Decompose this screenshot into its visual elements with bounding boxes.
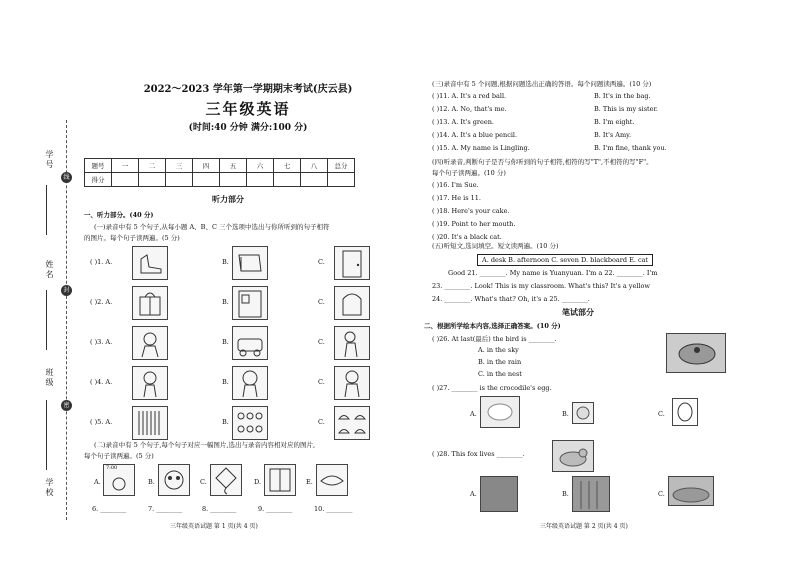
name-blank[interactable] xyxy=(46,290,47,350)
q3-option-c-image xyxy=(334,326,370,360)
score-cell[interactable] xyxy=(301,173,328,187)
q4-option-c-image xyxy=(334,366,370,400)
binding-margin xyxy=(0,0,80,561)
q1-option-b-image xyxy=(232,246,268,280)
exam-subject: 三年级英语 xyxy=(205,100,291,118)
score-header-cell: 八 xyxy=(301,159,328,173)
q27-option-c-label: C. xyxy=(658,410,665,418)
sub2-d-image xyxy=(264,464,296,496)
q4-option-b-image xyxy=(232,366,268,400)
sub-1-instruction: (一)录音中有 5 个句子,从每小题 A、B、C 三个选项中选出与你所听到的句子相符 xyxy=(94,223,330,231)
score-header-cell: 四 xyxy=(193,159,220,173)
exam-time: (时间:40 分钟 满分:100 分) xyxy=(188,123,308,133)
sub-1-instruction-2: 的图片。每个句子读两遍。(5 分) xyxy=(84,234,180,242)
binding-mark-secret: 密 xyxy=(61,400,72,411)
q2-option-b-label: B. xyxy=(222,298,229,306)
q26-option-b: B. in the rain xyxy=(478,358,522,366)
binding-mark-seal: 封 xyxy=(61,285,72,296)
q27-question: ( )27. ________ is the crocodile's egg. xyxy=(432,384,552,392)
sub-2-instruction-2: 每个句子读两遍。(5 分) xyxy=(84,452,154,460)
q3-option-c-label: C. xyxy=(318,338,325,346)
q3-label: ( )3. A. xyxy=(90,338,113,346)
score-cell[interactable] xyxy=(274,173,301,187)
q2-option-a-image xyxy=(132,286,168,320)
page-1-footer: 三年级英语试题 第 1 页(共 4 页) xyxy=(170,523,258,530)
q1-option-c-label: C. xyxy=(318,258,325,266)
q15-option-a: ( )15. A. My name is Lingling. xyxy=(432,144,530,152)
score-cell[interactable] xyxy=(220,173,247,187)
writing-part-heading: 笔试部分 xyxy=(562,307,594,317)
q28-option-b-label: B. xyxy=(562,490,569,498)
q27-egg-c-image xyxy=(672,398,698,426)
answer-blank-8[interactable]: 8. ________ xyxy=(202,505,237,513)
score-header-cell: 总分 xyxy=(328,159,355,173)
score-header-cell: 题号 xyxy=(85,159,112,173)
q18-statement: ( )18. Here's your cake. xyxy=(432,207,510,215)
sub2-e-label: E. xyxy=(306,478,313,486)
school-blank[interactable] xyxy=(46,460,47,470)
sub-5-instruction: (五)听短文,选词填空。短文读两遍。(10 分) xyxy=(432,242,559,250)
q17-statement: ( )17. He is 11. xyxy=(432,194,481,202)
passage-line-2: 23. ________. Look! This is my classroom. What's this? It's a yellow xyxy=(432,282,650,290)
page-2-footer: 三年级英语试题 第 2 页(共 4 页) xyxy=(540,523,628,530)
q11-option-a: ( )11. A. It's a red ball. xyxy=(432,92,507,100)
sub-4-instruction-2: 每个句子读两遍。(10 分) xyxy=(432,169,506,177)
q5-option-c-label: C. xyxy=(318,418,325,426)
q26-option-c: C. in the nest xyxy=(478,370,522,378)
q4-option-b-label: B. xyxy=(222,378,229,386)
q5-option-a-image xyxy=(132,406,168,440)
sub-3-instruction: (三)录音中有 5 个问题,根据问题选出正确的答语。每个问题读两遍。(10 分) xyxy=(432,80,652,88)
score-header-cell: 六 xyxy=(247,159,274,173)
sub-2-instruction: (二)录音中有 5 个句子,每个句子对应一幅图片,选出与录音内容相对应的图片, xyxy=(94,441,316,449)
q4-option-a-image xyxy=(132,366,168,400)
q13-option-b: B. I'm eight. xyxy=(594,118,635,126)
field-school-label: 学校 xyxy=(45,478,54,498)
q28-habitat-b-image xyxy=(572,476,610,512)
q3-option-b-image xyxy=(232,326,268,360)
score-cell[interactable] xyxy=(193,173,220,187)
q5-label: ( )5. A. xyxy=(90,418,113,426)
passage-line-3: 24. ________. What's that? Oh, it's a 25. ________. xyxy=(432,295,590,303)
score-cell[interactable] xyxy=(112,173,139,187)
score-header-cell: 一 xyxy=(112,159,139,173)
q1-option-a-image xyxy=(132,246,168,280)
fox-image xyxy=(552,440,594,472)
score-cell[interactable] xyxy=(328,173,355,187)
q27-egg-a-image xyxy=(480,396,520,428)
q2-option-c-label: C. xyxy=(318,298,325,306)
q5-option-c-image xyxy=(334,406,370,440)
section-1-heading: 一、听力部分。(40 分) xyxy=(84,211,154,219)
answer-blank-10[interactable]: 10. ________ xyxy=(314,505,353,513)
q12-option-a: ( )12. A. No, that's me. xyxy=(432,105,507,113)
q28-option-c-label: C. xyxy=(658,490,665,498)
q27-option-a-label: A. xyxy=(470,410,477,418)
word-bank: A. desk B. afternoon C. seven D. blackboard E. cat xyxy=(477,254,653,266)
section-2-heading: 二、根据所学绘本内容,选择正确答案。(10 分) xyxy=(424,322,561,330)
q15-option-b: B. I'm fine, thank you. xyxy=(594,144,667,152)
score-cell[interactable] xyxy=(247,173,274,187)
q1-option-b-label: B. xyxy=(222,258,229,266)
listening-part-heading: 听力部分 xyxy=(212,194,244,204)
q27-option-b-label: B. xyxy=(562,410,569,418)
score-header-cell: 二 xyxy=(139,159,166,173)
sub2-a-image xyxy=(103,464,135,496)
answer-blank-6[interactable]: 6. ________ xyxy=(92,505,127,513)
q4-option-c-label: C. xyxy=(318,378,325,386)
q13-option-a: ( )13. A. It's green. xyxy=(432,118,494,126)
q2-option-b-image xyxy=(232,286,268,320)
q27-egg-b-image xyxy=(572,402,594,424)
q3-option-b-label: B. xyxy=(222,338,229,346)
q26-option-a: A. in the sky xyxy=(478,346,519,354)
exam-title: 2022～2023 学年第一学期期末考试(庆云县) xyxy=(143,84,353,95)
q28-option-a-label: A. xyxy=(470,490,477,498)
q12-option-b: B. This is my sister. xyxy=(594,105,658,113)
sub2-a-label: A. xyxy=(94,478,101,486)
clock-text: 7:00 xyxy=(106,465,118,471)
field-student-number-label: 学号 xyxy=(45,150,54,170)
q11-option-b: B. It's in the bag. xyxy=(594,92,651,100)
answer-blank-7[interactable]: 7. ________ xyxy=(148,505,183,513)
q1-option-c-image xyxy=(334,246,370,280)
q5-option-b-image xyxy=(232,406,268,440)
q4-label: ( )4. A. xyxy=(90,378,113,386)
q14-option-b: B. It's Amy. xyxy=(594,131,632,139)
binding-mark-line: 线 xyxy=(61,172,72,183)
class-blank[interactable] xyxy=(46,400,47,460)
sub2-d-label: D. xyxy=(254,478,262,486)
q16-statement: ( )16. I'm Sue. xyxy=(432,181,479,189)
q28-habitat-c-image xyxy=(668,476,714,506)
sub-4-instruction: (四)听录音,判断句子是否与你听到的句子相符,相符的写"T",不相符的写"F"。 xyxy=(432,158,653,166)
score-cell[interactable] xyxy=(139,173,166,187)
score-cell[interactable] xyxy=(166,173,193,187)
q28-question: ( )28. This fox lives ________. xyxy=(432,450,525,458)
score-header-cell: 三 xyxy=(166,159,193,173)
field-name-label: 姓名 xyxy=(45,260,54,280)
sub2-e-image xyxy=(316,464,348,496)
q2-label: ( )2. A. xyxy=(90,298,113,306)
score-header-cell: 七 xyxy=(274,159,301,173)
answer-blank-9[interactable]: 9. ________ xyxy=(258,505,293,513)
passage-line-1: Good 21. ________. My name is Yuanyuan. I'm a 22. ________. I'm xyxy=(448,269,658,277)
q14-option-a: ( )14. A. It's a blue pencil. xyxy=(432,131,518,139)
sub2-b-label: B. xyxy=(148,478,155,486)
score-table xyxy=(84,158,355,187)
q20-statement: ( )20. It's a black cat. xyxy=(432,233,502,241)
field-class-label: 班级 xyxy=(45,368,54,388)
score-row-label: 得分 xyxy=(85,173,112,187)
q2-option-c-image xyxy=(334,286,370,320)
bird-nest-image xyxy=(666,333,726,373)
sub2-c-image xyxy=(210,464,242,496)
q1-label: ( )1. A. xyxy=(90,258,113,266)
q19-statement: ( )19. Point to her mouth. xyxy=(432,220,516,228)
q28-habitat-a-image xyxy=(480,476,518,512)
q26-question: ( )26. At last(最后) the bird is ________. xyxy=(432,335,557,343)
q3-option-a-image xyxy=(132,326,168,360)
sub2-b-image xyxy=(158,464,190,496)
q5-option-b-label: B. xyxy=(222,418,229,426)
score-header-cell: 五 xyxy=(220,159,247,173)
student-number-blank[interactable] xyxy=(46,185,47,235)
sub2-c-label: C. xyxy=(200,478,207,486)
